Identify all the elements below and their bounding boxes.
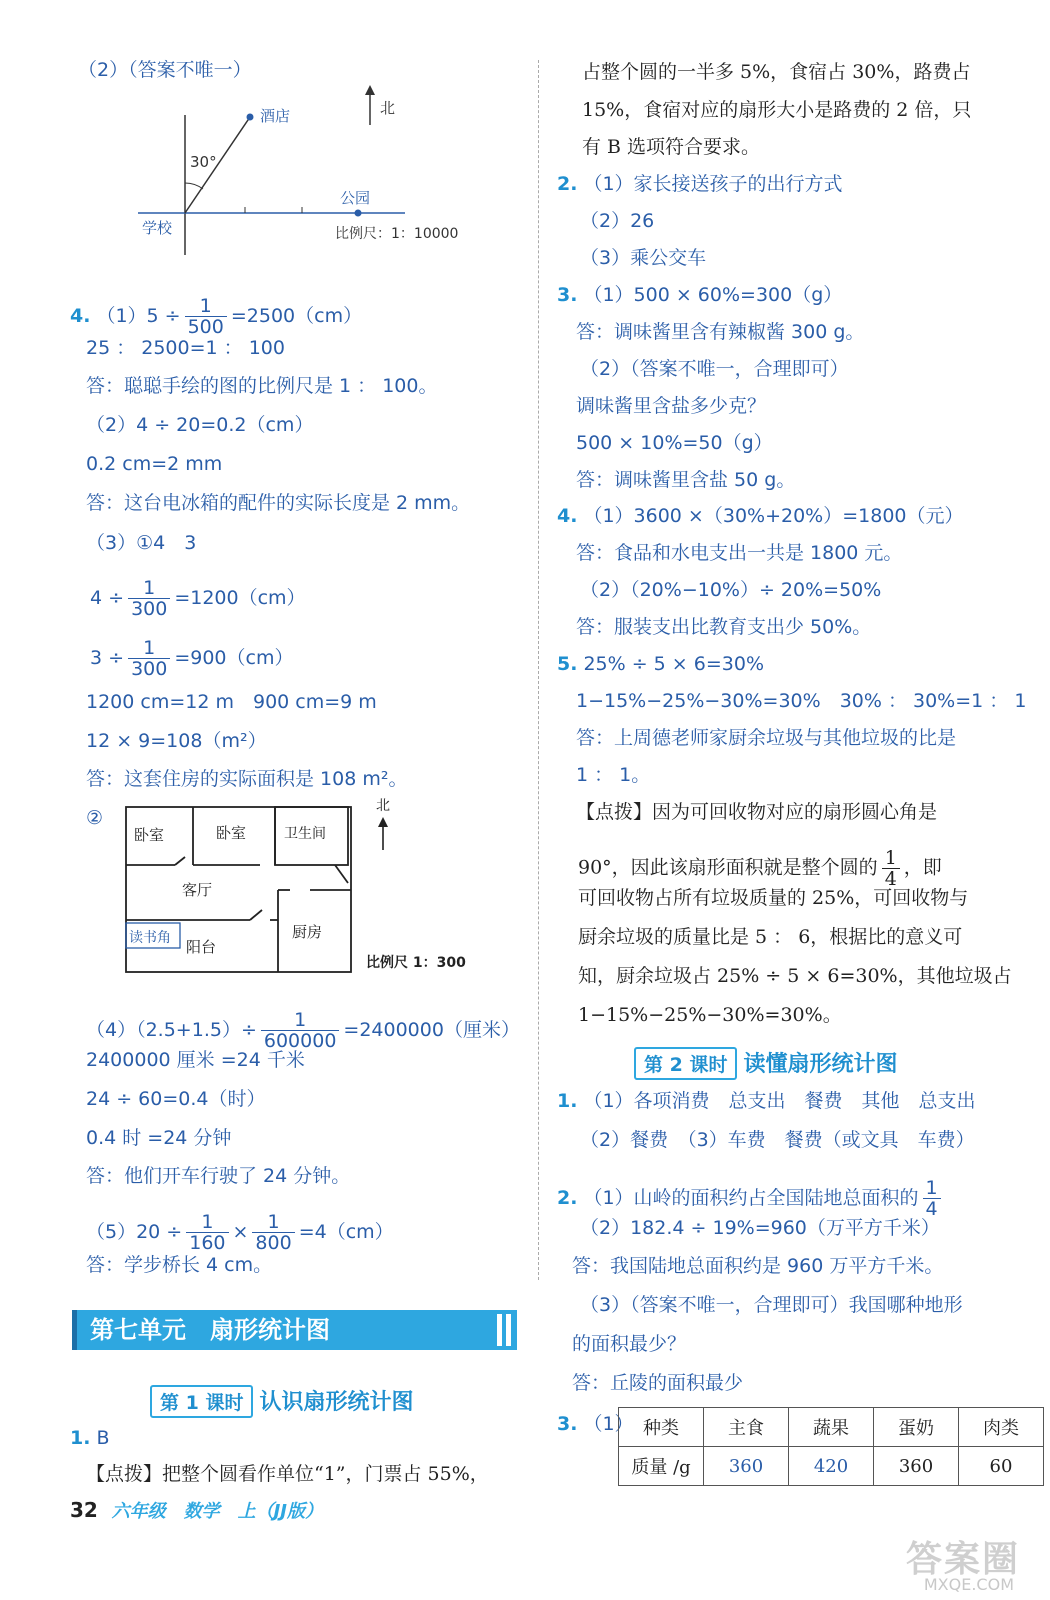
lesson-tag: 第 2 课时 — [634, 1047, 737, 1080]
unit-title: 第七单元 扇形统计图 — [90, 1316, 330, 1344]
tip-line: 【点拨】把整个圆看作单位“1”，门票占 55%， — [86, 1463, 489, 1485]
answer-line: （2）（答案不唯一） — [78, 59, 252, 81]
circled-number: ② — [86, 807, 104, 829]
table-cell: 肉类 — [959, 1408, 1044, 1447]
answer-line: （2）182.4 ÷ 19%=960（万平方千米） — [580, 1217, 940, 1239]
table-cell: 主食 — [704, 1408, 789, 1447]
banner-bars — [493, 1314, 511, 1358]
answer-line: 答：服装支出比教育支出少 50%。 — [576, 616, 872, 638]
bedroom-2: 卧室 — [216, 824, 247, 842]
lesson-1-heading — [150, 1385, 413, 1418]
answer-line: 调味酱里含盐多少克？ — [576, 395, 767, 417]
answer-line: 答：我国陆地总面积约是 960 万平方千米。 — [572, 1255, 944, 1277]
table-cell: 种类 — [619, 1408, 704, 1447]
angle-label: 30° — [190, 153, 217, 171]
expr: （1）5 ÷ — [96, 305, 181, 327]
lesson-2-heading — [634, 1047, 897, 1080]
school-label: 学校 — [142, 219, 173, 237]
answer-line: 答：调味酱里含盐 50 g。 — [576, 469, 796, 491]
answer-line: 的面积最少？ — [572, 1333, 687, 1355]
fraction: $\frac{1}{160}$ — [186, 1212, 228, 1253]
fraction: $\frac{1}{500}$ — [185, 296, 227, 337]
watermark: 答案圈 — [905, 1539, 1020, 1580]
lesson-title: 认识扇形统计图 — [259, 1390, 414, 1415]
answer-line: 答：调味酱里含有辣椒酱 300 g。 — [576, 321, 865, 343]
answer-line: 4 ÷ $\frac{1}{300}$ =1200（cm） — [90, 577, 306, 620]
tip-line: 90°，因此该扇形面积就是整个圆的 $\frac{1}{4}$ ，即 — [578, 847, 942, 890]
north-label: 北 — [376, 798, 390, 814]
table-cell: 蛋奶 — [874, 1408, 959, 1447]
answer-line: 答：这套住房的实际面积是 108 m²。 — [86, 768, 408, 790]
lesson2-question-1: 1. （1）各项消费 总支出 餐费 其他 总支出 — [557, 1090, 976, 1112]
tip-line: 可回收物占所有垃圾质量的 25%，可回收物与 — [578, 887, 969, 909]
tip-line: 1−15%−25%−30%=30%。 — [578, 1004, 842, 1026]
answer-line: （2）26 — [580, 210, 655, 232]
question-3-1: 3. （1）500 × 60%=300（g） — [557, 284, 843, 306]
table-row — [619, 1408, 1044, 1447]
table-cell: 360 — [704, 1447, 789, 1486]
table-cell: 360 — [874, 1447, 959, 1486]
question-number: 4. — [70, 305, 91, 327]
north-arrow-head — [378, 817, 388, 827]
tip-line: 占整个圆的一半多 5%，食宿占 30%，路费占 — [582, 61, 971, 83]
bathroom: 卫生间 — [284, 826, 326, 842]
tip-line: 厨余垃圾的质量比是 5 ： 6，根据比的意义可 — [578, 926, 963, 948]
answer-line: 答：食品和水电支出一共是 1800 元。 — [576, 542, 903, 564]
answer-line: 12 × 9=108（m²） — [86, 730, 267, 752]
answer-line: （3）①4 3 — [86, 532, 197, 554]
map-diagram — [130, 85, 490, 260]
answer-line: 答：这台电冰箱的配件的实际长度是 2 mm。 — [86, 492, 471, 514]
table-cell: 60 — [959, 1447, 1044, 1486]
north-label: 北 — [380, 99, 396, 117]
watermark-url: MXQE.COM — [923, 1575, 1014, 1594]
answer-line: （2）餐费 （3）车费 餐费（或文具 车费） — [580, 1129, 975, 1151]
answer-line: 答：聪聪手绘的图的比例尺是 1 ： 100。 — [86, 375, 438, 397]
floor-plan — [120, 795, 520, 985]
tip-line: 有 B 选项符合要求。 — [582, 136, 761, 158]
answer-line: 1−15%−25%−30%=30% 30% ： 30%=1 ： 1 — [576, 690, 1027, 712]
answer-line: 0.2 cm=2 mm — [86, 453, 223, 475]
table-row — [619, 1447, 1044, 1486]
bedroom-1: 卧室 — [134, 826, 165, 844]
answer-line: 答：丘陵的面积最少 — [572, 1372, 744, 1394]
hotel-point — [247, 114, 254, 121]
table-cell: 质量 /g — [619, 1447, 704, 1486]
kitchen: 厨房 — [292, 923, 323, 941]
fraction: $\frac{1}{300}$ — [128, 638, 170, 679]
angle-arc — [185, 183, 203, 189]
scale-label: 比例尺 1：300 — [366, 955, 466, 971]
answer-line: 答：学步桥长 4 cm。 — [86, 1254, 273, 1276]
tip-line: 【点拨】因为可回收物对应的扇形圆心角是 — [576, 801, 938, 823]
lesson2-question-3: 3. （1） — [557, 1413, 634, 1435]
tip-line: 知，厨余垃圾占 25% ÷ 5 × 6=30%，其他垃圾占 — [578, 965, 1012, 987]
question-1 — [70, 1426, 110, 1450]
fraction: $\frac{1}{4}$ — [923, 1178, 941, 1219]
lesson-title: 读懂扇形统计图 — [743, 1052, 898, 1077]
answer-line: 3 ÷ $\frac{1}{300}$ =900（cm） — [90, 637, 294, 680]
answer-line: 1200 cm=12 m 900 cm=9 m — [86, 691, 377, 713]
fraction: $\frac{1}{800}$ — [252, 1212, 294, 1253]
answer-line: 25 ： 2500=1 ： 100 — [86, 337, 285, 359]
answer: B — [96, 1427, 110, 1449]
question-2-1: 2. （1）家长接送孩子的出行方式 — [557, 173, 843, 195]
column-divider — [538, 60, 539, 1280]
unit-banner — [72, 1310, 517, 1350]
balcony: 阳台 — [186, 938, 217, 956]
fraction: $\frac{1}{600000}$ — [261, 1010, 340, 1051]
answer-line: （3）乘公交车 — [580, 247, 707, 269]
answer-line: 24 ÷ 60=0.4（时） — [86, 1088, 266, 1110]
table-cell: 420 — [789, 1447, 874, 1486]
answer-line: （2）（答案不唯一，合理即可） — [580, 358, 849, 380]
question-number: 1. — [70, 1427, 91, 1449]
question-4-4: （4）（2.5+1.5）÷ $\frac{1}{600000}$ =2400000（厘米） — [86, 1009, 520, 1052]
answer-line: （2）（20%−10%）÷ 20%=50% — [580, 579, 882, 601]
answer-line: 1 ： 1。 — [576, 764, 651, 786]
book-title: 六年级 数学 上（JJ版） — [111, 1501, 323, 1522]
banner-edge — [72, 1310, 77, 1350]
reading-corner: 读书角 — [129, 930, 171, 946]
north-arrow-head — [365, 85, 375, 95]
question-5: 5. 25% ÷ 5 × 6=30% — [557, 653, 765, 675]
question-4-1: 4. （1）3600 ×（30%+20%）=1800（元） — [557, 505, 964, 527]
table-cell: 蔬果 — [789, 1408, 874, 1447]
page-footer — [70, 1497, 323, 1523]
lesson2-question-2: 2. （1）山岭的面积约占全国陆地总面积的 $\frac{1}{4}$ — [557, 1178, 945, 1219]
answer-line: （3）（答案不唯一，合理即可）我国哪种地形 — [580, 1294, 963, 1316]
data-table — [618, 1407, 1044, 1486]
answer-line: 0.4 时 =24 分钟 — [86, 1127, 232, 1149]
question-4-1 — [70, 296, 362, 337]
park-label: 公园 — [340, 189, 371, 207]
answer-line: 2400000 厘米 =24 千米 — [86, 1049, 305, 1071]
answer-line: （2）4 ÷ 20=0.2（cm） — [86, 414, 314, 436]
living-room: 客厅 — [182, 881, 213, 899]
fraction: $\frac{1}{4}$ — [882, 848, 900, 889]
tip-line: 15%，食宿对应的扇形大小是路费的 2 倍，只 — [582, 99, 972, 121]
expr: =2500（cm） — [230, 305, 363, 327]
answer-line: 答：上周德老师家厨余垃圾与其他垃圾的比是 — [576, 727, 957, 749]
fraction: $\frac{1}{300}$ — [128, 578, 170, 619]
answer-line: 答：他们开车行驶了 24 分钟。 — [86, 1165, 351, 1187]
hotel-label: 酒店 — [260, 107, 291, 125]
answer-line: 500 × 10%=50（g） — [576, 432, 773, 454]
question-4-5: （5）20 ÷ $\frac{1}{160}$ × $\frac{1}{800}$ =4（cm） — [86, 1211, 394, 1254]
lesson-tag: 第 1 课时 — [150, 1385, 253, 1418]
scale-label: 比例尺：1：10000 — [335, 226, 459, 242]
park-point — [355, 210, 362, 217]
page-number: 32 — [70, 1498, 98, 1522]
